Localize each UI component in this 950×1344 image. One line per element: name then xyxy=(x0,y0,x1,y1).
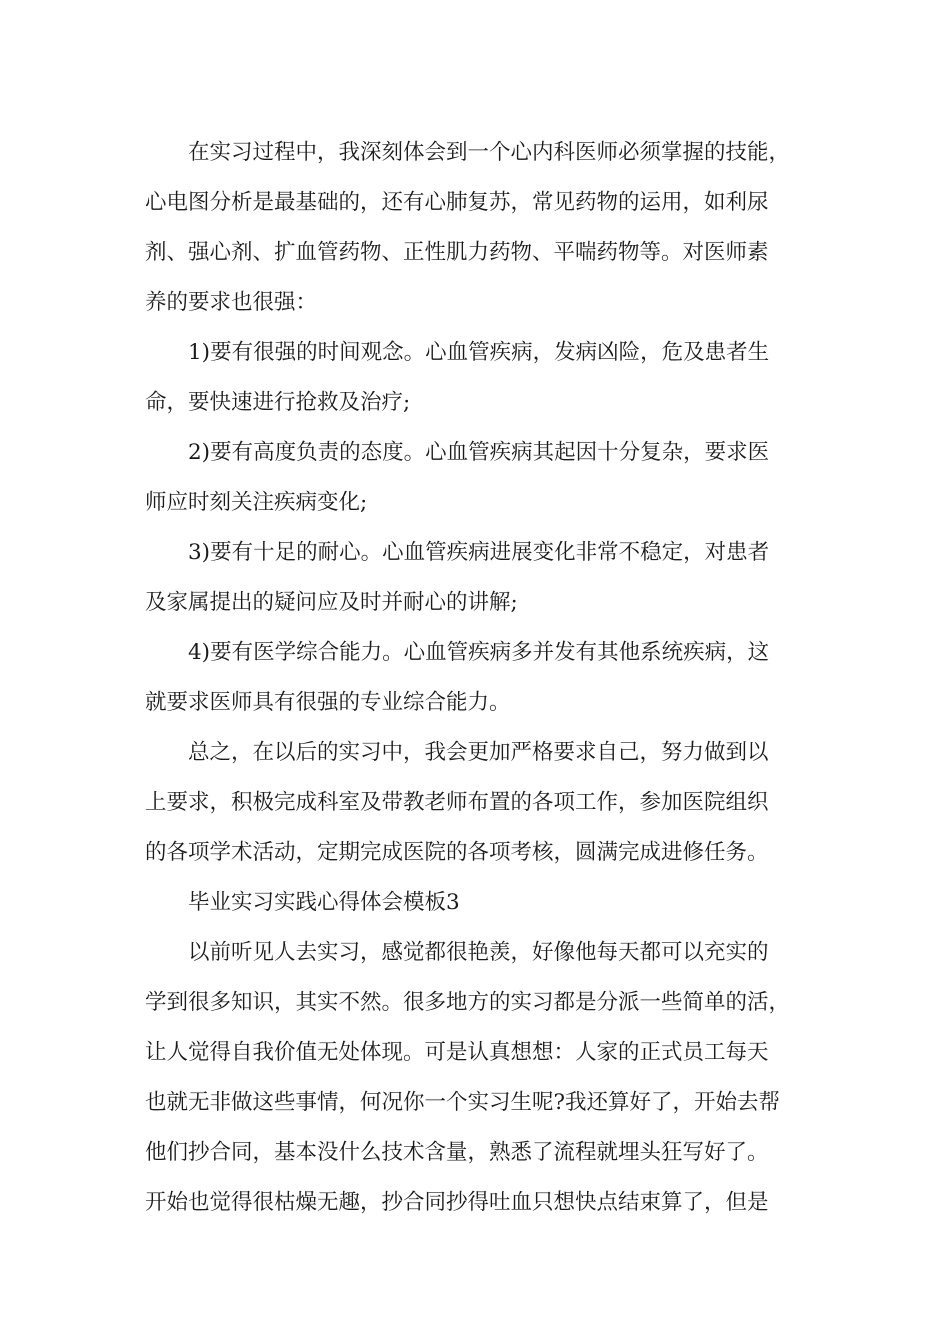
paragraph-summary xyxy=(145,728,810,878)
paragraph-item-1 xyxy=(145,328,810,428)
text-line: 的各项学术活动，定期完成医院的各项考核，圆满完成进修任务。 xyxy=(145,840,769,865)
text-line: 以前听见人去实习，感觉都很艳羡，好像他每天都可以充实的 xyxy=(188,940,769,965)
text-line: 4)要有医学综合能力。心血管疾病多并发有其他系统疾病，这 xyxy=(188,640,770,665)
text-line: 在实习过程中，我深刻体会到一个心内科医师必须掌握的技能， xyxy=(188,140,791,165)
paragraph-item-3 xyxy=(145,528,810,628)
heading-line: 毕业实习实践心得体会模板3 xyxy=(188,890,460,915)
text-line: 及家属提出的疑问应及时并耐心的讲解; xyxy=(145,590,518,615)
text-line: 他们抄合同，基本没什么技术含量，熟悉了流程就埋头狂写好了。 xyxy=(145,1140,769,1165)
section-heading xyxy=(145,878,810,928)
text-line: 让人觉得自我价值无处体现。可是认真想想：人家的正式员工每天 xyxy=(145,1040,769,1065)
text-line: 上要求，积极完成科室及带教老师布置的各项工作，参加医院组织 xyxy=(145,790,769,815)
text-line: 师应时刻关注疾病变化; xyxy=(145,490,368,515)
text-line: 就要求医师具有很强的专业综合能力。 xyxy=(145,690,511,715)
text-line: 3)要有十足的耐心。心血管疾病进展变化非常不稳定，对患者 xyxy=(188,540,770,565)
text-line: 2)要有高度负责的态度。心血管疾病其起因十分复杂，要求医 xyxy=(188,440,770,465)
text-line: 1)要有很强的时间观念。心血管疾病，发病凶险，危及患者生 xyxy=(188,340,770,365)
text-line: 心电图分析是最基础的，还有心肺复苏，常见药物的运用，如利尿 xyxy=(145,190,769,215)
text-line: 命，要快速进行抢救及治疗; xyxy=(145,390,411,415)
text-line: 总之，在以后的实习中，我会更加严格要求自己，努力做到以 xyxy=(188,740,769,765)
paragraph-internship xyxy=(145,928,810,1228)
text-line: 开始也觉得很枯燥无趣，抄合同抄得吐血只想快点结束算了，但是 xyxy=(145,1190,769,1215)
text-line: 养的要求也很强： xyxy=(145,290,318,315)
paragraph-item-4 xyxy=(145,628,810,728)
text-line: 也就无非做这些事情，何况你一个实习生呢?我还算好了，开始去帮 xyxy=(145,1090,781,1115)
paragraph-skills xyxy=(145,128,810,328)
text-line: 剂、强心剂、扩血管药物、正性肌力药物、平喘药物等。对医师素 xyxy=(145,240,769,265)
paragraph-item-2 xyxy=(145,428,810,528)
text-line: 学到很多知识，其实不然。很多地方的实习都是分派一些简单的活， xyxy=(145,990,791,1015)
document-body xyxy=(145,128,810,1228)
